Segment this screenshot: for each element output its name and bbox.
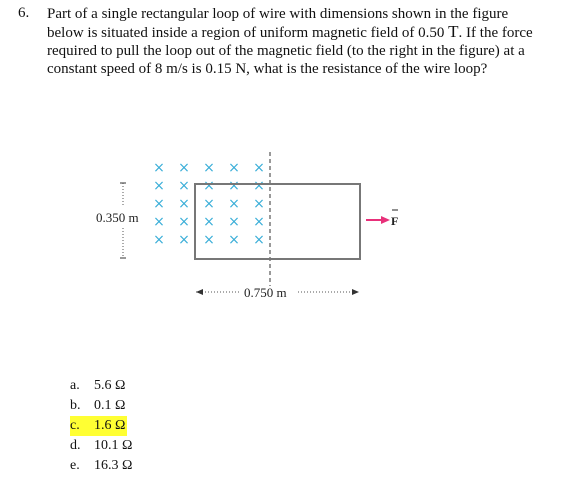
answer-value: 5.6 Ω [94, 378, 126, 393]
width-label: 0.750 m [244, 285, 287, 300]
field-x-mark: × [178, 232, 190, 248]
force-arrowhead [381, 216, 390, 224]
answer-value: 1.6 Ω [92, 416, 127, 436]
field-x-mark: × [228, 232, 240, 248]
height-label: 0.350 m [96, 210, 139, 225]
answer-value: 16.3 Ω [94, 458, 133, 473]
question-line: required to pull the loop out of the magnetic field (to the right in the figure) at a [47, 43, 525, 59]
question-line-part: . If the force [458, 25, 533, 41]
field-x-mark: × [203, 232, 215, 248]
field-x-mark: × [253, 214, 265, 230]
field-x-mark: × [153, 160, 165, 176]
field-x-mark: × [203, 196, 215, 212]
answer-letter: b. [70, 398, 81, 413]
field-x-mark: × [203, 178, 215, 194]
wire-loop [195, 184, 360, 259]
field-x-mark: × [178, 160, 190, 176]
answer-choice-a[interactable] [70, 376, 134, 396]
field-x-mark: × [228, 160, 240, 176]
field-x-mark: × [178, 214, 190, 230]
field-x-mark: × [153, 178, 165, 194]
answer-letter: e. [70, 458, 80, 473]
height-dimension [96, 183, 139, 258]
width-dimension [196, 285, 359, 300]
answer-choice-c[interactable] [70, 416, 134, 436]
question-line-part: below is situated inside a region of uniform magnetic field of 0.50 [47, 25, 449, 41]
field-x-mark: × [253, 160, 265, 176]
answer-choices [70, 376, 134, 476]
arrowhead-right [352, 289, 359, 295]
field-x-mark: × [253, 178, 265, 194]
field-x-mark: × [253, 232, 265, 248]
field-x-mark: × [228, 178, 240, 194]
question-number: 6. [18, 5, 30, 21]
answer-letter: c. [70, 416, 92, 436]
force-vector [366, 210, 398, 228]
force-label: F [391, 214, 399, 228]
field-x-mark: × [203, 160, 215, 176]
arrowhead-left [196, 289, 203, 295]
field-x-mark: × [203, 214, 215, 230]
field-x-mark: × [253, 196, 265, 212]
answer-value: 10.1 Ω [94, 438, 133, 453]
question-line: Part of a single rectangular loop of wire with dimensions shown in the figure [47, 6, 509, 22]
answer-choice-e[interactable] [70, 456, 134, 476]
field-x-mark: × [153, 196, 165, 212]
answer-choice-d[interactable] [70, 436, 134, 456]
field-x-mark: × [228, 214, 240, 230]
field-x-mark: × [178, 178, 190, 194]
answer-letter: a. [70, 378, 80, 393]
answer-value: 0.1 Ω [94, 398, 126, 413]
answer-choice-b[interactable] [70, 396, 134, 416]
magnetic-field-x-marks [153, 160, 265, 248]
field-x-mark: × [228, 196, 240, 212]
field-x-mark: × [153, 214, 165, 230]
answer-letter: d. [70, 438, 81, 453]
field-x-mark: × [153, 232, 165, 248]
field-x-mark: × [178, 196, 190, 212]
tesla-unit: T [448, 22, 459, 41]
question-line: constant speed of 8 m/s is 0.15 N, what is the resistance of the wire loop? [47, 61, 488, 77]
